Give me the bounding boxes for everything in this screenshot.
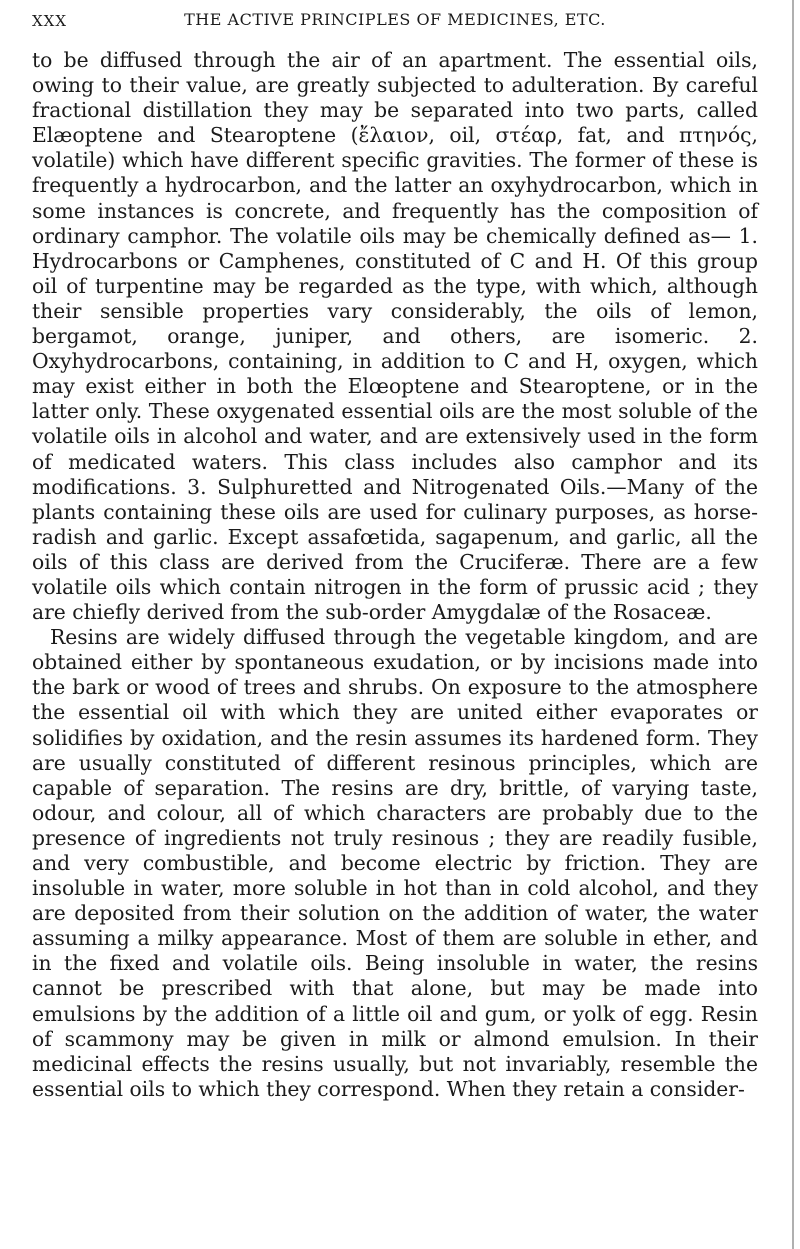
body-text [32,48,758,1102]
page-number: XXX [32,12,68,30]
page-header [32,0,758,42]
running-head: THE ACTIVE PRINCIPLES OF MEDICINES, ETC. [184,10,606,29]
paragraph-volatile-oils: to be diffused through the air of an apartment. The essential oils, owing to their value, are greatly subjected to adulteration. By careful fractional distillation they may be separated into two parts, called Elæoptene and Stearoptene (ἔλαιον, oil, στέαρ, fat, and πτηνός, volatile) which have different specific gravities. The former of these is frequently a hydrocarbon, and the latter an oxyhydrocarbon, which in some instances is concrete, and frequently has the composition of ordinary camphor. The volatile oils may be chemically defined as— 1. Hydrocarbons or Camphenes, constituted of C and H. Of this group oil of turpentine may be regarded as the type, with which, although their sensible properties vary considerably, the oils of lemon, bergamot, orange, juniper, and others, are isomeric. 2. Oxyhydrocarbons, containing, in addition to C and H, oxygen, which may exist either in both the Elœoptene and Stearoptene, or in the latter only. These oxygenated essential oils are the most soluble of the volatile oils in alcohol and water, and are extensively used in the form of medicated waters. This class includes also camphor and its modifications. 3. Sulphuretted and Nitrogenated Oils.—Many of the plants containing these oils are used for culinary purposes, as horse-radish and garlic. Except assafœtida, sagapenum, and garlic, all the oils of this class are derived from the Cruciferæ. There are a few volatile oils which contain nitrogen in the form of prussic acid ; they are chiefly derived from the sub-order Amygdalæ of the Rosaceæ. [32,48,758,625]
paragraph-resins: Resins are widely diffused through the vegetable kingdom, and are obtained either by spontaneous exudation, or by incisions made into the bark or wood of trees and shrubs. On exposure to the atmosphere the essential oil with which they are united either evaporates or solidifies by oxidation, and the resin assumes its hardened form. They are usually constituted of different resinous principles, which are capable of separation. The resins are dry, brittle, of varying taste, odour, and colour, all of which characters are probably due to the presence of ingredients not truly resinous ; they are readily fusible, and very combustible, and become electric by friction. They are insoluble in water, more soluble in hot than in cold alcohol, and they are deposited from their solution on the addition of water, the water assuming a milky appearance. Most of them are soluble in ether, and in the fixed and volatile oils. Being insoluble in water, the resins cannot be prescribed with that alone, but may be made into emulsions by the addition of a little oil and gum, or yolk of egg. Resin of scammony may be given in milk or almond emulsion. In their medicinal effects the resins usually, but not invariably, resemble the essential oils to which they correspond. When they retain a consider- [32,625,758,1101]
page-edge [792,0,794,1249]
